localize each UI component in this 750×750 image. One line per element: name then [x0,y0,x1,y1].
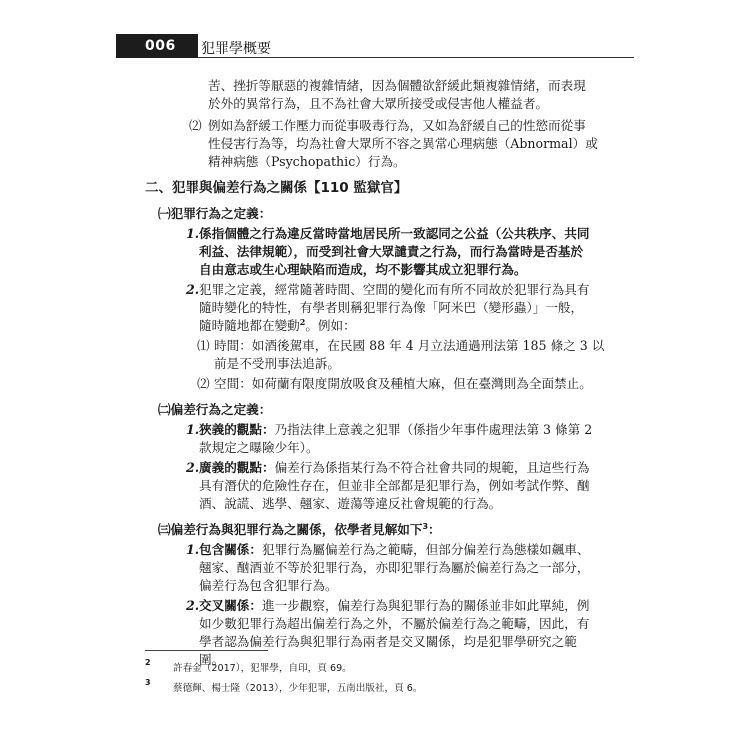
intro-item-2-line-2: 性侵害行為等，均為社會大眾所不容之異常心理病態（Abnormal）或 [208,136,598,151]
list-marker: 1. [186,542,200,557]
list-marker: 2. [186,282,200,297]
inclusion-line-1 [199,542,589,558]
crime-def-1-line-2: 利益、法律規範），而受到社會大眾譴責之行為，而行為當時是否基於 [199,244,584,259]
crime-def-1-line-3: 自由意志或生心理缺陷而造成，均不影響其成立犯罪行為。 [199,262,527,277]
crime-def-2-line-1: 犯罪之定義，經常隨著時間、空間的變化而有所不同故於犯罪行為具有 [199,282,590,297]
narrow-view-text: 乃指法律上意義之犯罪（係指少年事件處理法第 3 條第 2 [274,422,593,437]
section-heading: 二、犯罪與偏差行為之關係【110 監獄官】 [145,180,408,196]
list-marker: 2. [186,598,200,613]
relationship-heading-text: ㈢偏差行為與犯罪行為之關係，依學者見解如下 [158,522,423,537]
inclusion-line-3: 偏差行為包含犯罪行為。 [199,578,338,593]
intersection-line-1 [199,598,589,614]
relationship-heading-tail: ： [428,522,441,537]
crime-def-2-line-2: 隨時變化的特性，有學者則稱犯罪行為像「阿米巴（變形蟲）」一般， [199,300,584,315]
list-marker: 2. [186,460,200,475]
intersection-line-4: 圍。 [199,652,225,667]
space-example-marker: ⑵ [197,376,210,391]
list-marker: 1. [186,422,200,437]
broad-view-label: 廣義的觀點： [199,460,275,475]
narrow-view-line-2: 款規定之曝險少年）。 [199,440,319,455]
footnote-item [145,658,352,674]
intro-line-1: 苦、挫折等厭惡的複雜情緒，因為個體欲舒緩此類複雜情緒，而表現 [208,78,586,93]
inclusion-label: 包含關係： [199,542,262,557]
broad-view-line-1 [199,460,589,476]
footnote-item [145,678,423,694]
footnote-text: 許春金（2017），犯罪學，自印，頁 69。 [173,663,352,674]
intro-line-2: 於外的異常行為，且不為社會大眾所接受或侵害他人權益者。 [208,96,549,111]
subheading-crime-definition: ㈠犯罪行為之定義： [158,206,272,221]
crime-def-2-line-3-text: 隨時隨地都在變動 [199,318,300,333]
inclusion-text: 犯罪行為屬偏差行為之範疇，但部分偏差行為態樣如飆車、 [261,542,590,557]
inclusion-line-2: 翹家、酗酒並不等於犯罪行為，亦即犯罪行為屬於偏差行為之一部分， [199,560,590,575]
intro-item-2-line-1: 例如為舒緩工作壓力而從事吸毒行為，又如為舒緩自己的性慾而從事 [208,118,586,133]
crime-def-2-line-3-tail: 。例如： [305,318,356,333]
footnote-rule [145,650,268,651]
time-example-line-1: 時間：如酒後駕車，在民國 88 年 4 月立法通過刑法第 185 條之 3 以 [214,338,605,353]
time-example-line-2: 前是不受刑事法追訴。 [214,356,340,371]
broad-view-line-2: 具有潛伏的危險性存在，但並非全部都是犯罪行為，例如考試作弊、酗 [199,478,590,493]
subheading-deviance-definition: ㈡偏差行為之定義： [158,402,272,417]
intersection-line-2: 如少數犯罪行為超出偏差行為之外，不屬於偏差行為之範疇，因此，有 [199,616,590,631]
subheading-relationship [158,522,441,538]
footnote-text: 蔡德輝、楊士隆（2013），少年犯罪，五南出版社，頁 6。 [173,683,423,694]
header-rule [198,57,634,58]
footnote-ref-2[interactable]: 2 [299,316,306,327]
space-example-line-1: 空間：如荷蘭有限度開放吸食及種植大麻，但在臺灣則為全面禁止。 [214,376,592,391]
intro-item-2-line-3: 精神病態（Psychopathic）行為。 [208,154,406,169]
intersection-label: 交叉關係： [199,598,262,613]
narrow-view-line-1 [199,422,592,438]
crime-def-2-line-3 [199,318,356,334]
footnote-ref-3[interactable]: 3 [422,521,429,531]
page-number: 006 [145,38,176,54]
narrow-view-label: 狹義的觀點： [199,422,275,437]
running-header-title: 犯罪學概要 [201,41,271,57]
intro-item-2-marker: ⑵ [189,118,202,133]
footnote-number: 2 [145,658,151,667]
footnote-number: 3 [145,678,151,687]
broad-view-text: 偏差行為係指某行為不符合社會共同的規範，且這些行為 [274,460,590,475]
time-example-marker: ⑴ [197,338,210,353]
list-marker: 1. [186,226,200,241]
intersection-text: 進一步觀察，偏差行為與犯罪行為的關係並非如此單純，例 [261,598,590,613]
crime-def-1-line-1: 係指個體之行為違反當時當地居民所一致認同之公益（公共秩序、共同 [199,226,590,241]
intersection-line-3: 學者認為偏差行為與犯罪行為兩者是交叉關係，均是犯罪學研究之範 [199,634,577,649]
broad-view-line-3: 酒、說謊、逃學、翹家、遊蕩等違反社會規範的行為。 [199,496,502,511]
